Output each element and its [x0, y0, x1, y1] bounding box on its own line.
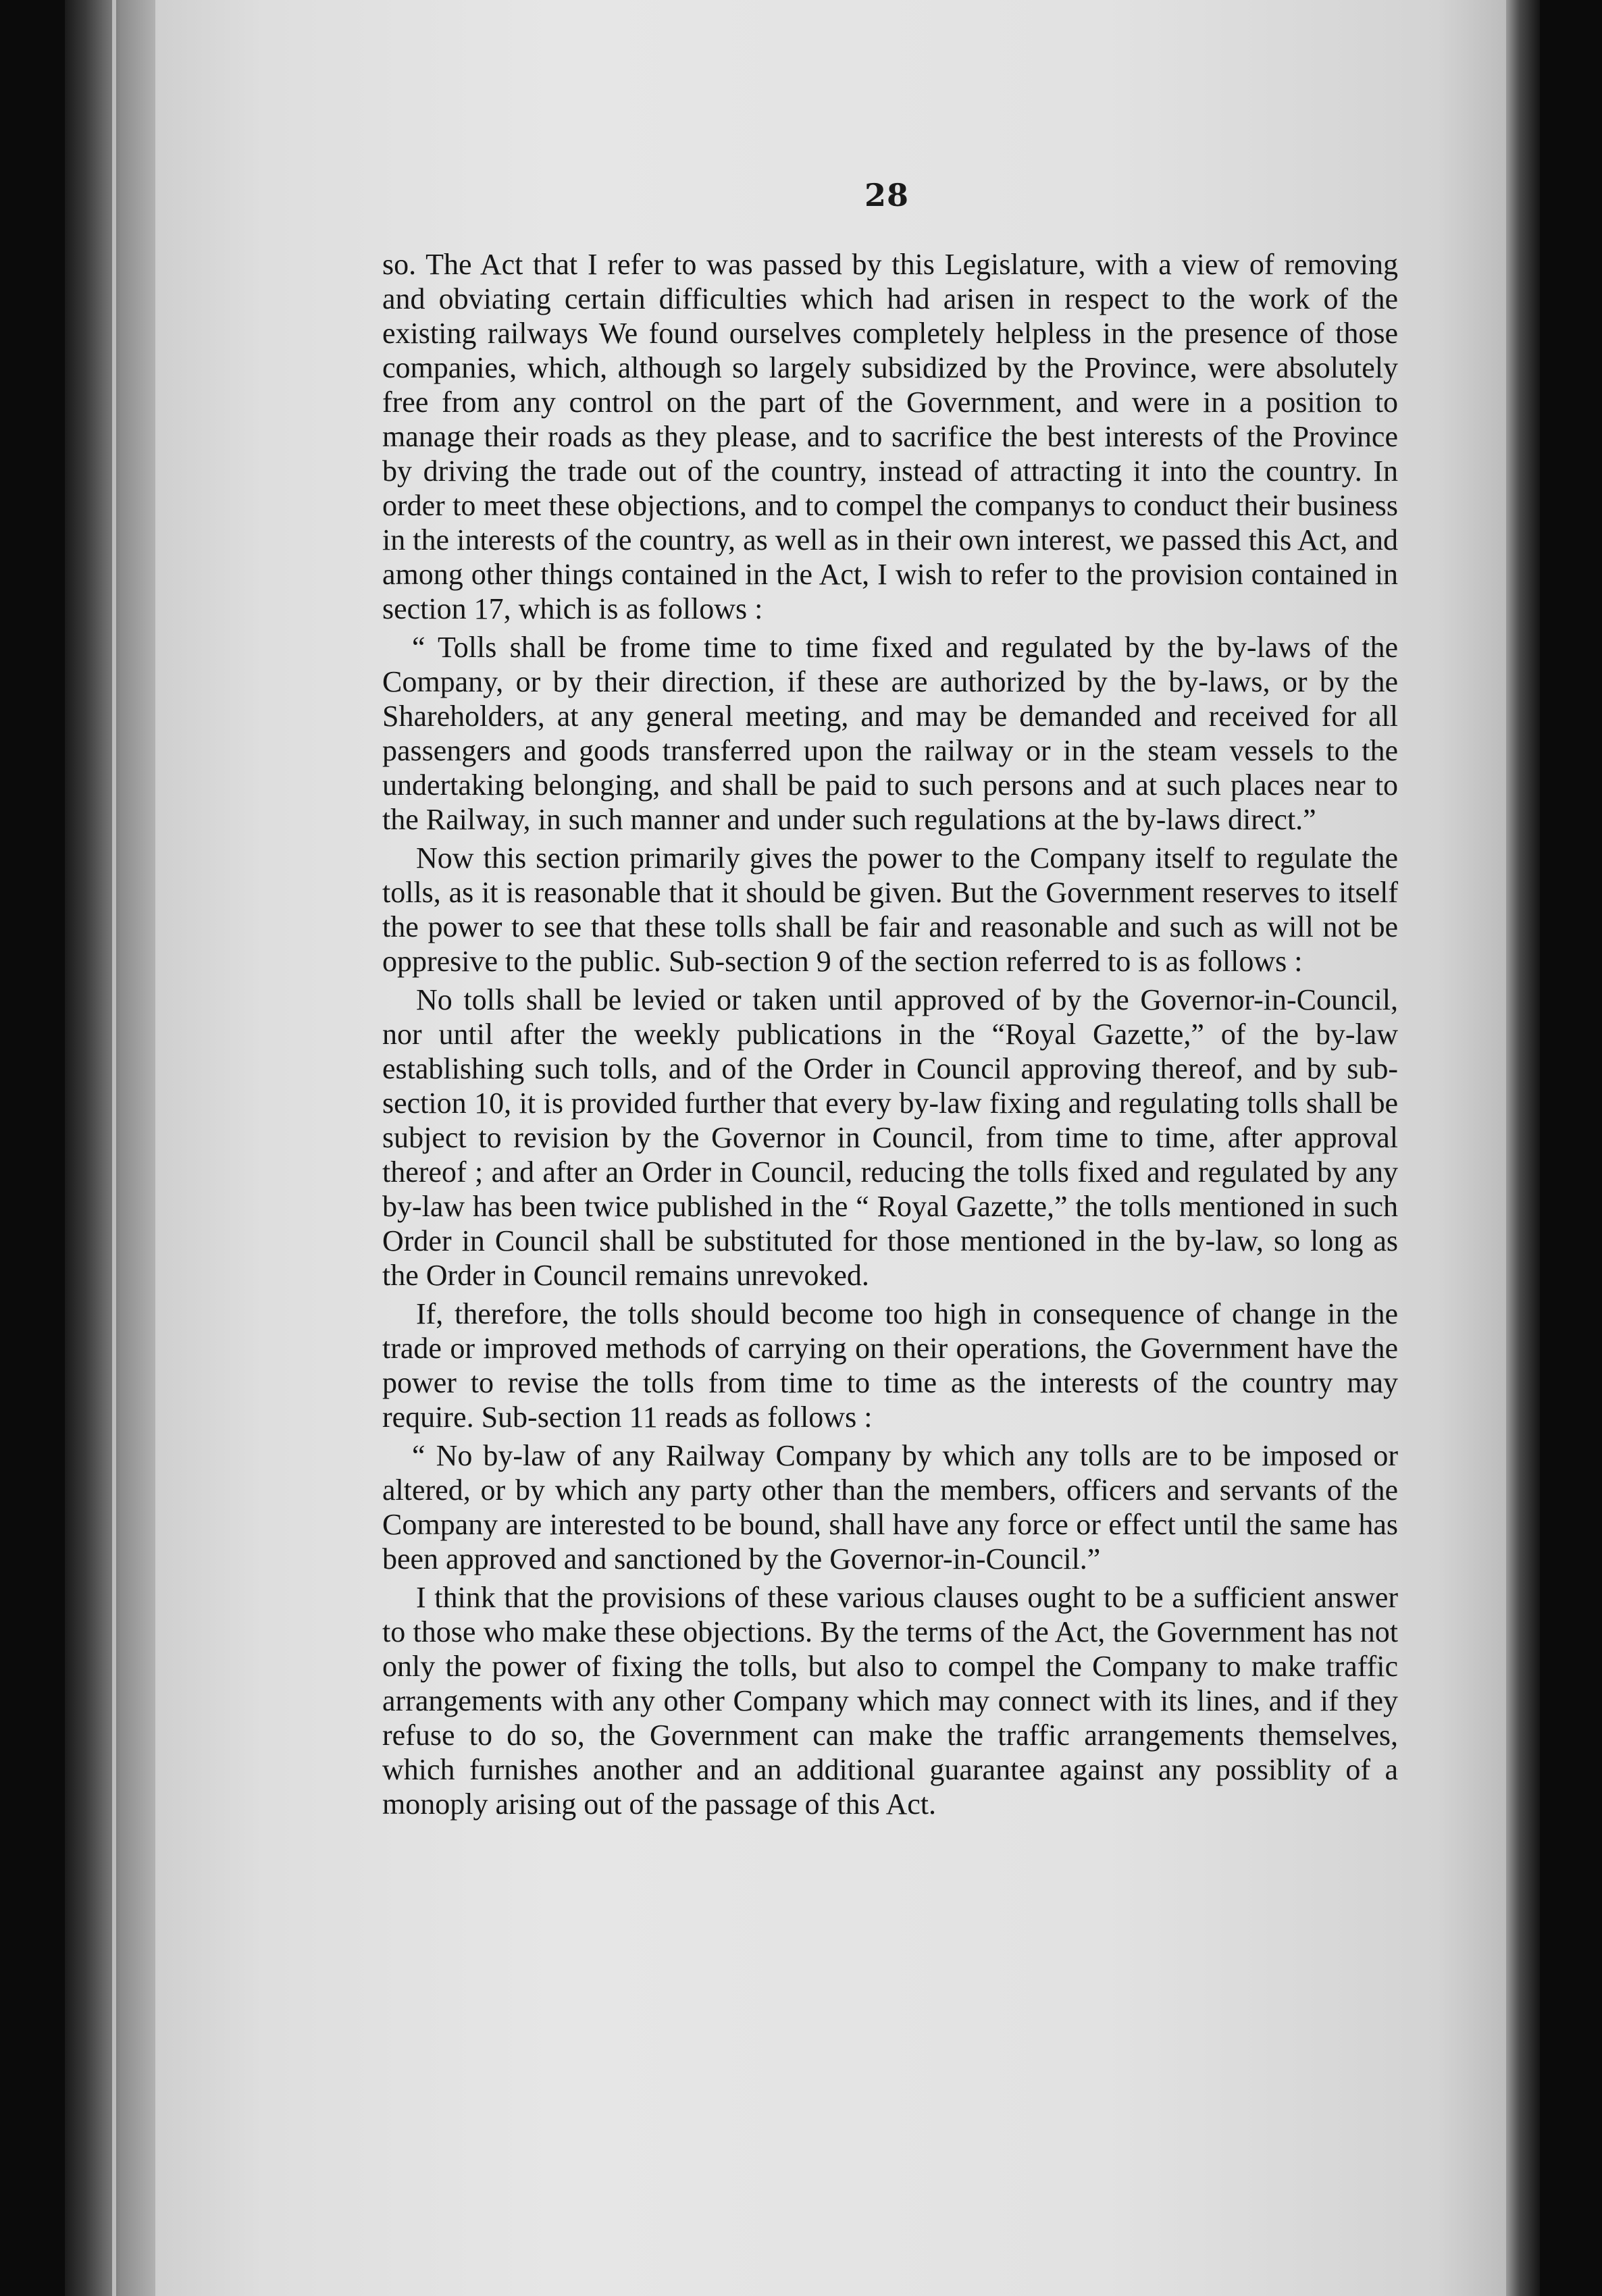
body-text: [382, 247, 1398, 1825]
paragraph-intro: so. The Act that I refer to was passed by this Legislature, with a view of removing and obviating certain difficulties which had arisen in respect to the work of the existing railways We found ourselves completely helpless in the presence of those companies, which, although so largely subsidized by the Province, were absolutely free from any control on the part of the Government, and were in a position to manage their roads as they please, and to sacrifice the best interests of the Province by driving the trade out of the country, instead of attracting it into the country. In order to meet these objections, and to compel the companys to conduct their business in the interests of the country, as well as in their own interest, we passed this Act, and among other things contained in the Act, I wish to refer to the provision contained in section 17, which is as follows :: [382, 248, 1398, 625]
book-spine-edge: [65, 0, 166, 2296]
page-number: 28: [864, 177, 910, 213]
paragraph-conclusion: I think that the provisions of these various clauses ought to be a sufficient answer to those who make these objections. By the terms of the Act, the Government has not only the power of fixing the tolls, but also to compel the Company to make traffic arrangements with any other Company which may connect with its lines, and if they refuse to do so, the Government can make the traffic arrangements themselves, which furnishes another and an additional guarantee against any possiblity of a monoply arising out of the passage of this Act.: [382, 1581, 1398, 1821]
quote-section-17: “ Tolls shall be frome time to time fixed and regulated by the by-laws of the Company, or by their direction, if these are authorized by the by-laws, or by the Shareholders, at any general meeting, and may be demanded and received for all passengers and goods transferred upon the railway or in the steam vessels to the undertaking belonging, and shall be paid to such persons and at such places near to the Railway, in such manner and under such regulations at the by-laws direct.”: [382, 631, 1398, 836]
paragraph-section-explanation: Now this section primarily gives the power to the Company itself to regulate the tolls, as it is reasonable that it should be given. But the Government reserves to itself the power to see that these tolls shall be fair and reasonable and such as will not be oppresive to the public. Sub-section 9 of the section referred to is as follows :: [382, 841, 1398, 978]
quote-subsection-11: “ No by-law of any Railway Company by which any tolls are to be imposed or altered, or by which any party other than the members, officers and servants of the Company are interested to be bound, shall have any force or effect until the same has been approved and sanctioned by the Governor-in-Council.”: [382, 1439, 1398, 1575]
paragraph-subsection-9: No tolls shall be levied or taken until approved of by the Governor-in-Council, nor until after the weekly publications in the “Royal Gazette,” of the by-law establishing such tolls, and of the Order in Council approving thereof, and by sub-section 10, it is provided further that every by-law fixing and regulating tolls shall be subject to revision by the Governor in Council, from time to time, after approval thereof ; and after an Order in Council, reducing the tolls fixed and regulated by any by-law has been twice published in the “ Royal Gazette,” the tolls mentioned in such Order in Council shall be substituted for those mentioned in the by-law, so long as the Order in Council remains unrevoked.: [382, 983, 1398, 1292]
page-right-shadow: [1506, 0, 1540, 2296]
paragraph-therefore: If, therefore, the tolls should become too high in consequence of change in the trade or improved methods of carrying on their operations, the Government have the power to revise the tolls from time to time as the interests of the country may require. Sub-section 11 reads as follows :: [382, 1297, 1398, 1434]
